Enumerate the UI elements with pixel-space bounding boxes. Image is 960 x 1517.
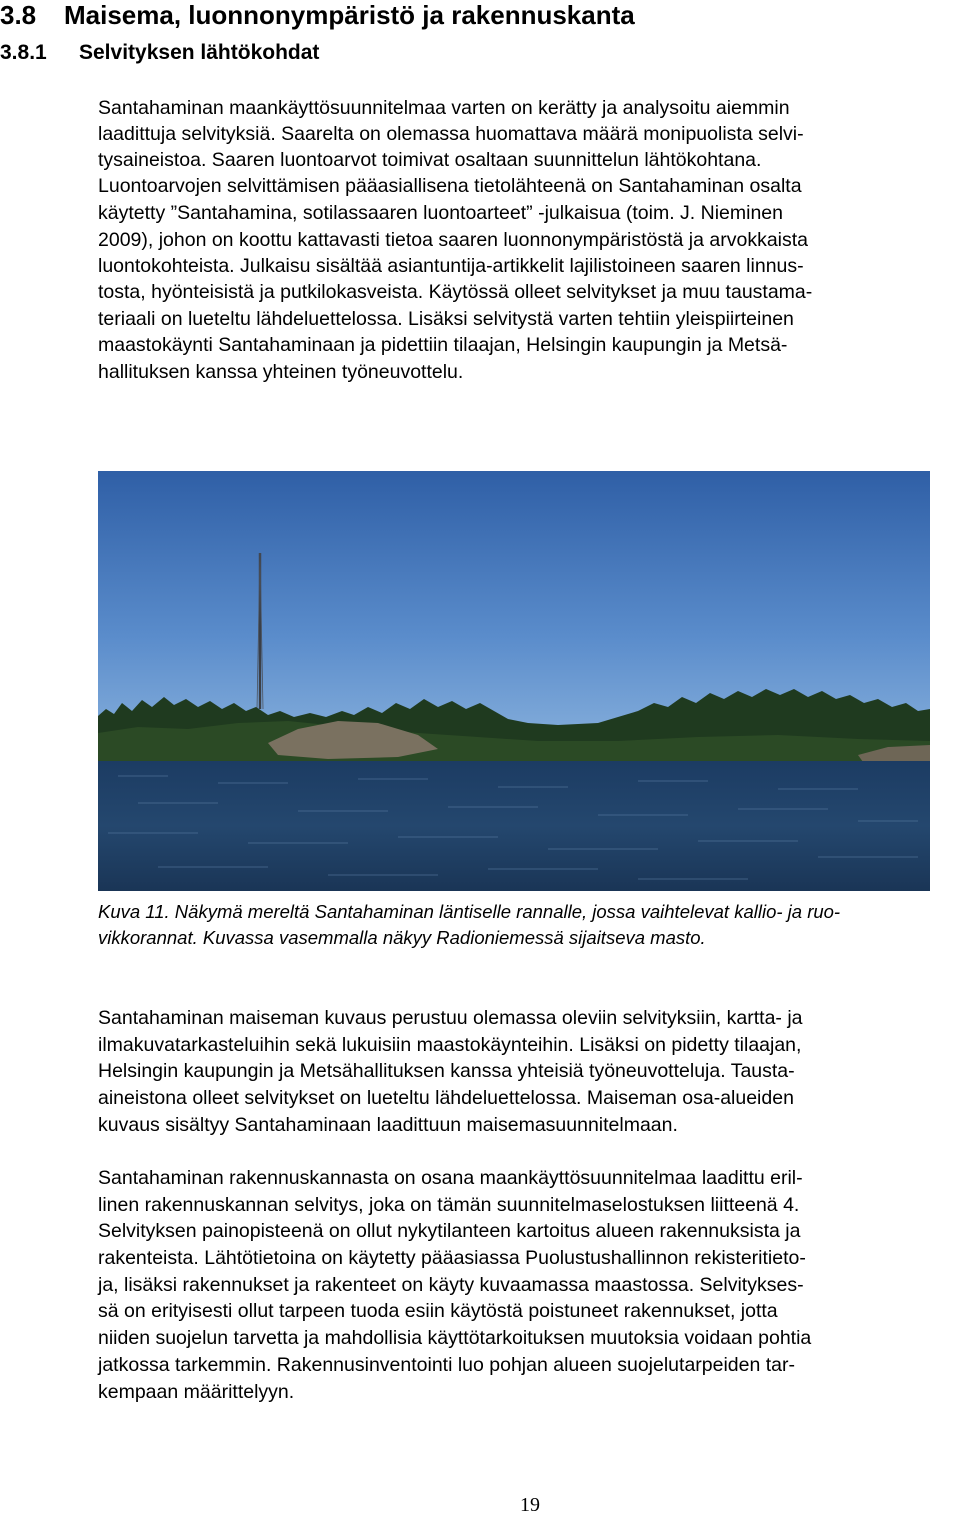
text-line: jatkossa tarkemmin. Rakennusinventointi luo pohjan alueen suojelutarpeiden tar- [98, 1354, 796, 1376]
text-line: rakenteista. Lähtötietoina on käytetty pääasiassa Puolustushallinnon rekisteritieto- [98, 1247, 806, 1269]
text-line: ilmakuvatarkasteluihin sekä lukuisiin maastokäynteihin. Lisäksi on pidetty tilaajan, [98, 1034, 802, 1056]
text-line: aineistona olleet selvitykset on lueteltu lähdeluettelossa. Maiseman osa-alueiden [98, 1087, 794, 1109]
text-line: Santahaminan maiseman kuvaus perustuu olemassa oleviin selvityksiin, kartta- ja [98, 1007, 803, 1029]
text-line: 2009), johon on koottu kattavasti tietoa saaren luonnonympäristöstä ja arvokkaista [98, 229, 809, 251]
section-title: Maisema, luonnonympäristö ja rakennuskanta [64, 0, 635, 30]
text-line: Santahaminan maankäyttösuunnitelmaa varten on kerätty ja analysoitu aiemmin [98, 97, 790, 119]
text-line: sä on erityisesti ollut tarpeen tuoda esiin käytöstä poistuneet rakennukset, jotta [98, 1300, 778, 1322]
text-line: Luontoarvojen selvittämisen pääasiallisena tietolähteenä on Santahaminan osalta [98, 175, 802, 197]
text-line: luontokohteista. Julkaisu sisältää asiantuntija-artikkelit lajilistoineen saaren linnus- [98, 255, 804, 277]
section-number: 3.8 [0, 0, 37, 30]
text-line: maastokäynti Santahaminaan ja pidettiin tilaajan, Helsingin kaupungin ja Metsä- [98, 334, 788, 356]
section-heading [0, 0, 635, 30]
caption-line: vikkorannat. Kuvassa vasemmalla näkyy Radioniemessä sijaitseva masto. [98, 927, 706, 948]
text-line: kempaan määrittelyyn. [98, 1381, 295, 1403]
text-line: hallituksen kanssa yhteinen työneuvottelu. [98, 361, 464, 383]
subsection-number: 3.8.1 [0, 41, 47, 64]
caption-line: Kuva 11. Näkymä mereltä Santahaminan läntiselle rannalle, jossa vaihtelevat kallio- ja ruo- [98, 901, 841, 922]
text-line: niiden suojelun tarvetta ja mahdollisia käyttötarkoituksen muutoksia voidaan pohtia [98, 1327, 812, 1349]
text-line: linen rakennuskannan selvitys, joka on tämän suunnitelmaselostuksen liitteenä 4. [98, 1194, 800, 1216]
page-number: 19 [520, 1494, 540, 1516]
text-line: kuvaus sisältyy Santahaminaan laadittuun maisemasuunnitelmaan. [98, 1114, 678, 1136]
text-line: Helsingin kaupungin ja Metsähallituksen kanssa yhteisiä työneuvotteluja. Tausta- [98, 1060, 795, 1082]
text-line: Santahaminan rakennuskannasta on osana maankäyttösuunnitelmaa laadittu eril- [98, 1167, 803, 1189]
text-line: tysaineistoa. Saaren luontoarvot toimivat osaltaan suunnittelun lähtökohtana. [98, 149, 762, 171]
landscape-photo [98, 471, 930, 891]
text-line: ja, lisäksi rakennukset ja rakenteet on käyty kuvaamassa maastossa. Selvitykses- [98, 1274, 804, 1296]
text-line: teriaali on lueteltu lähdeluettelossa. Lisäksi selvitystä varten tehtiin yleispiirteinen [98, 308, 794, 330]
text-line: laadittuja selvityksiä. Saarelta on olemassa huomattava määrä monipuolista selvi- [98, 123, 804, 145]
text-line: tosta, hyönteisistä ja putkilokasveista. Käytössä olleet selvitykset ja muu taustama- [98, 281, 813, 303]
subsection-heading [0, 40, 319, 66]
text-line: käytetty ”Santahamina, sotilassaaren luontoarteet” -julkaisua (toim. J. Nieminen [98, 202, 783, 224]
text-line: Selvityksen painopisteenä on ollut nykytilanteen kartoitus alueen rakennuksista ja [98, 1220, 801, 1242]
subsection-title: Selvityksen lähtökohdat [79, 41, 320, 64]
